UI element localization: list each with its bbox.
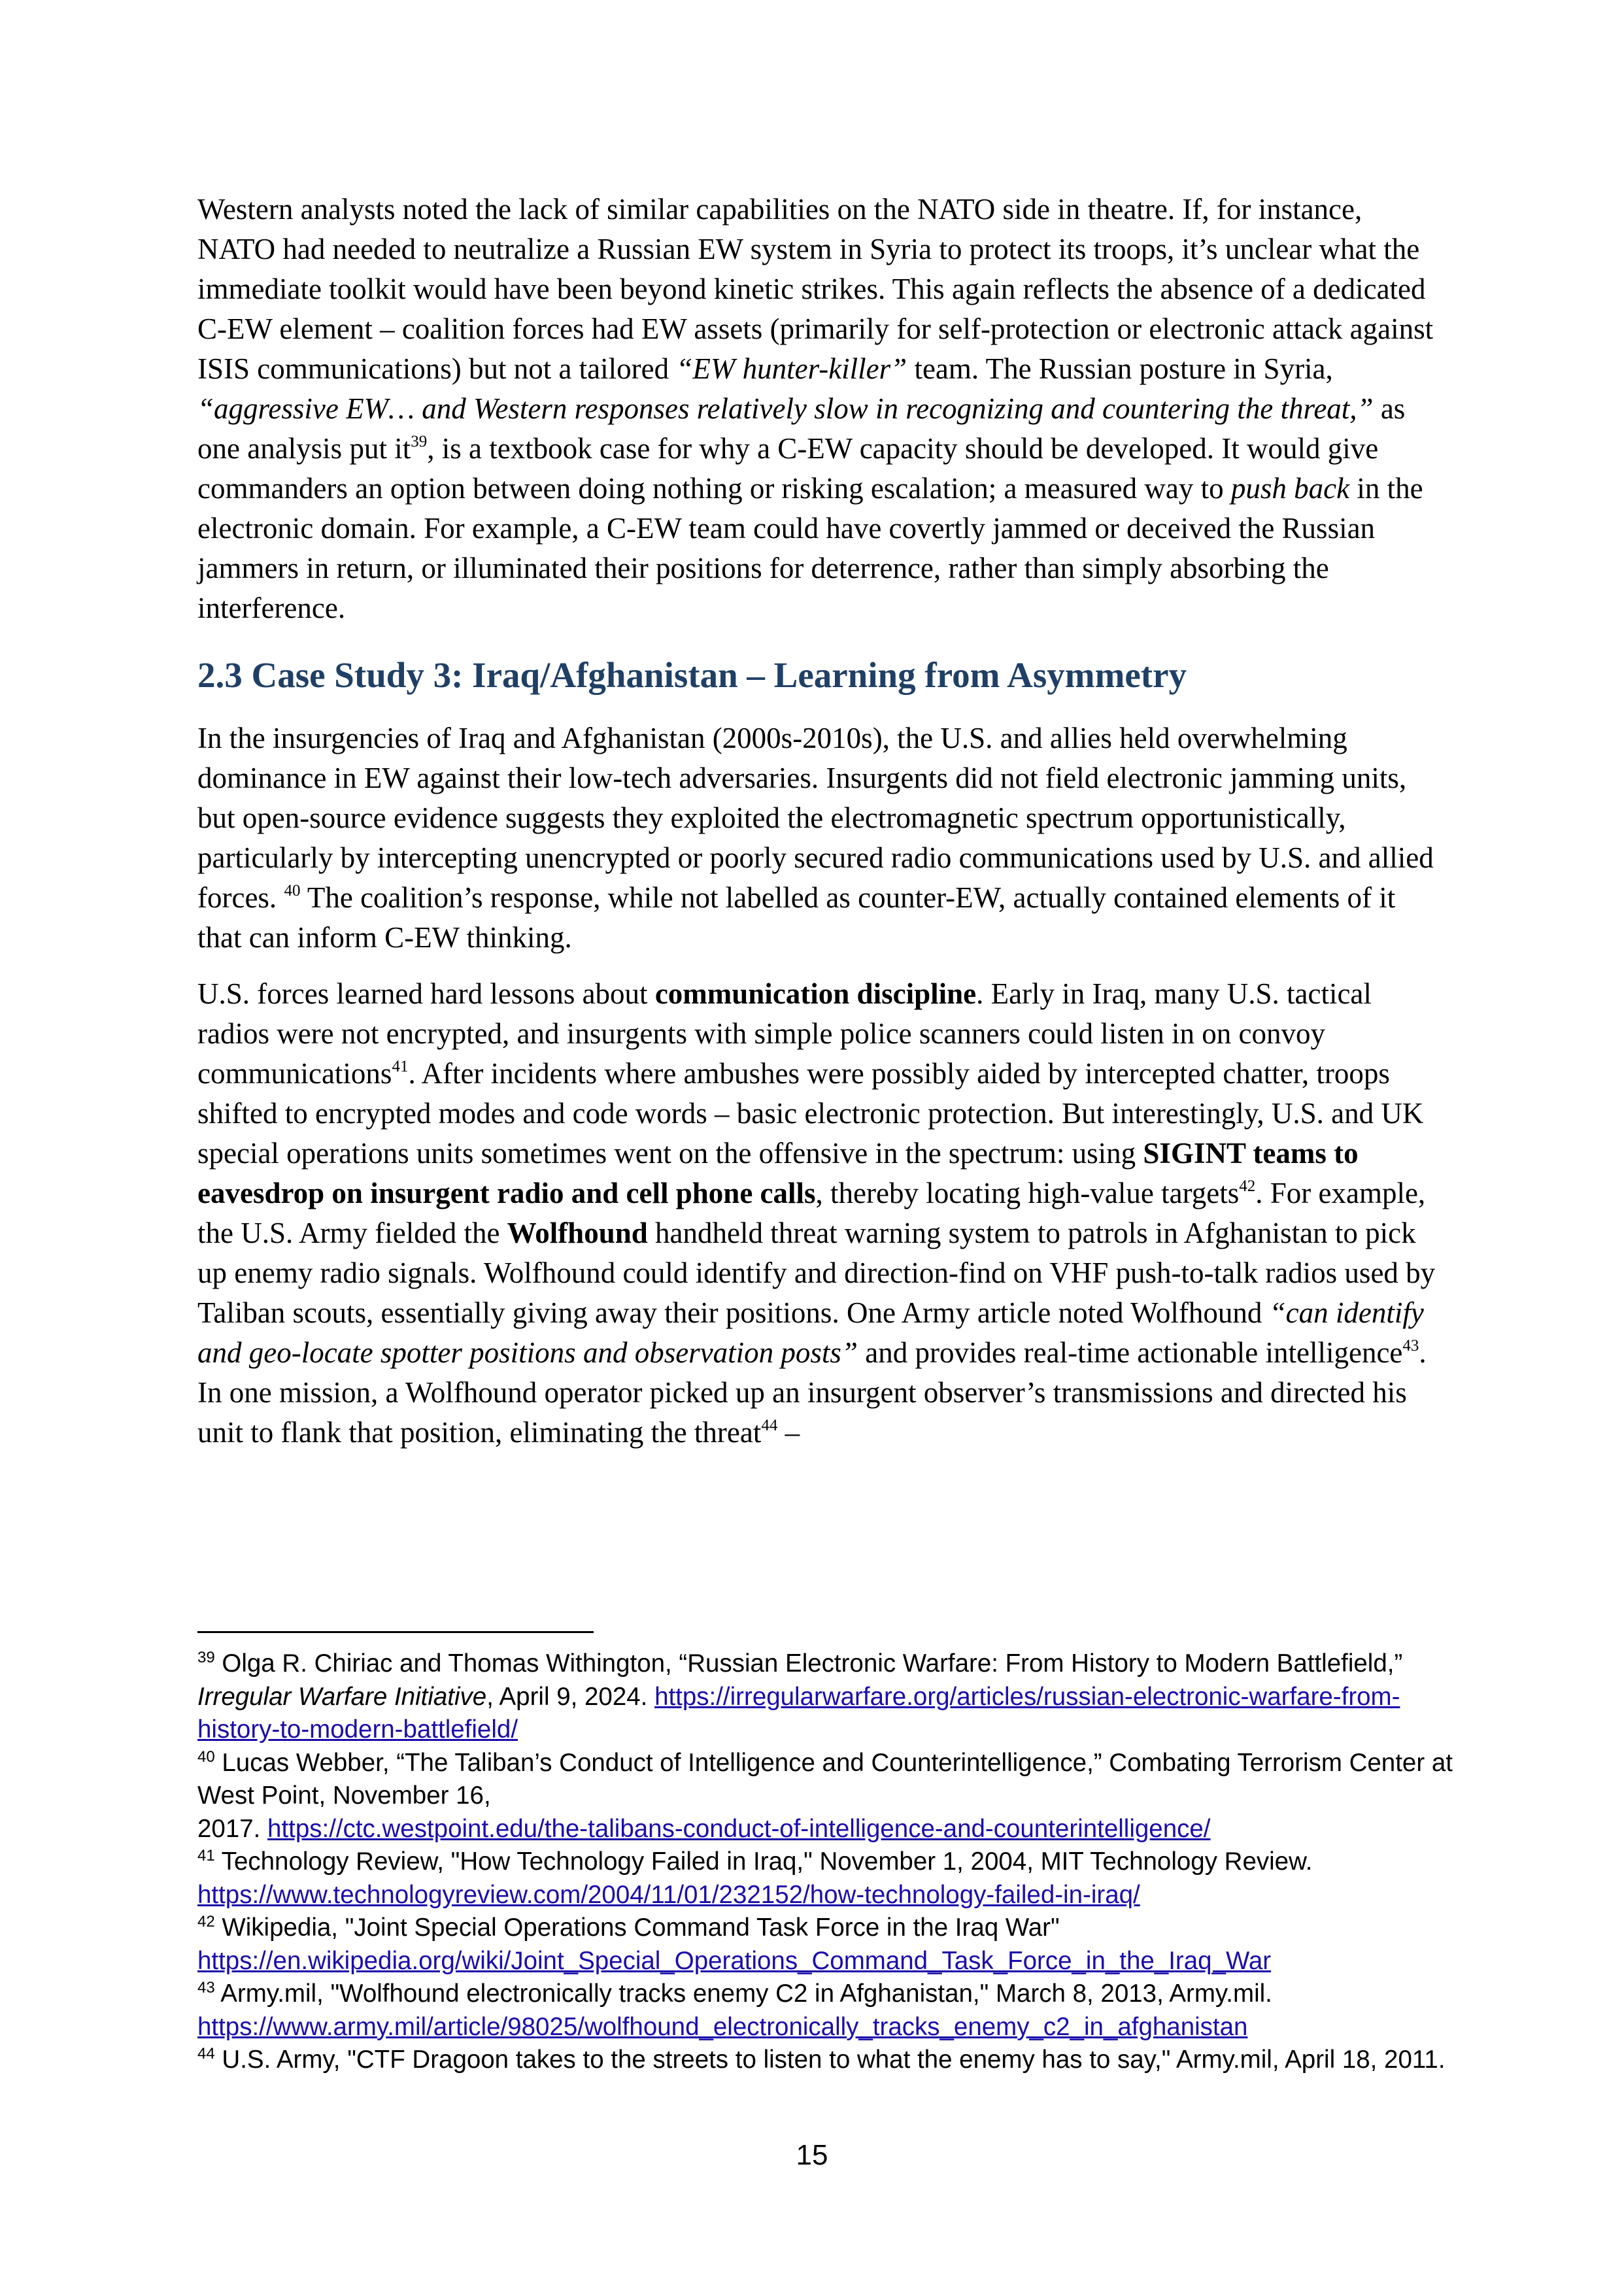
text-run: The coalition’s response, while not labelled as counter-EW, actually contained elements of it that can inform C-EW thinking. <box>197 881 1396 954</box>
italic-quote: “EW hunter-killer” <box>676 352 907 385</box>
text-run: . For example, the U.S. Army fielded the <box>197 1177 1426 1249</box>
bold-term: communication discipline <box>654 977 977 1010</box>
footnote-text: Army.mil, "Wolfhound electronically tracks enemy C2 in Afghanistan," March 8, 2013, Army.mil. <box>214 1980 1272 2008</box>
italic-emphasis: push back <box>1230 472 1350 505</box>
text-run: . Early in Iraq, many U.S. tactical radios were not encrypted, and insurgents with simple police scanners could listen in on convoy communications <box>197 977 1372 1090</box>
footnotes <box>197 1647 1472 2077</box>
text-run: In the insurgencies of Iraq and Afghanistan (2000s-2010s), the U.S. and allies held overwhelming dominance in EW against their low-tech adversaries. Insurgents did not field electronic jamming units, but open-source evidence suggests they exploited the electromagnetic spectrum opportunistically, particularly by intercepting unencrypted or poorly secured radio communications used by U.S. and allied forces. <box>197 722 1434 914</box>
footnote-39 <box>197 1647 1472 1747</box>
text-run: as one analysis put it <box>197 392 1406 465</box>
footnote-41 <box>197 1846 1472 1912</box>
bold-term: Wolfhound <box>507 1217 648 1249</box>
page-number: 15 <box>796 2139 828 2171</box>
footnote-link[interactable]: https://ctc.westpoint.edu/the-talibans-conduct-of-intelligence-and-counterintelligence/ <box>267 1814 1211 1843</box>
text-run: handheld threat warning system to patrols in Afghanistan to pick up enemy radio signals. Wolfhound could identify and direction-find on VHF push-to-talk radios used by Taliban scouts, essentially giving away their positions. One Army article noted Wolfhound <box>197 1217 1436 1329</box>
body-paragraph-continued <box>197 190 1440 628</box>
footnote-ref-43[interactable]: 43 <box>1402 1337 1419 1355</box>
footnote-separator <box>197 1631 594 1633</box>
footnote-text: Olga R. Chiriac and Thomas Withington, “Russian Electronic Warfare: From History to Modern Battlefield,” <box>214 1649 1403 1678</box>
text-run: team. The Russian posture in Syria, <box>907 352 1333 385</box>
text-run: and provides real-time actionable intelligence <box>857 1336 1403 1369</box>
body-paragraph-3 <box>197 974 1440 1453</box>
footnote-number: 39 <box>197 1649 215 1666</box>
footnote-44 <box>197 2044 1472 2077</box>
footnote-number: 40 <box>197 1747 215 1766</box>
text-run: , thereby locating high-value targets <box>815 1177 1240 1209</box>
text-run: U.S. forces learned hard lessons about <box>197 977 655 1010</box>
footnote-link[interactable]: https://www.army.mil/article/98025/wolfhound_electronically_tracks_enemy_c2_in_afghanistan <box>197 2012 1248 2041</box>
footnote-number: 42 <box>197 1913 215 1931</box>
footnote-italic: Irregular Warfare Initiative <box>197 1682 487 1711</box>
section-heading: 2.3 Case Study 3: Iraq/Afghanistan – Learning from Asymmetry <box>197 655 1187 695</box>
footnote-text: 2017. <box>197 1814 268 1843</box>
footnote-43 <box>197 1978 1472 2044</box>
text-run: . In one mission, a Wolfhound operator picked up an insurgent observer’s transmissions and directed his unit to flank that position, eliminating the threat <box>197 1336 1427 1449</box>
footnote-text: Technology Review, "How Technology Failed in Iraq," November 1, 2004, MIT Technology Review. <box>214 1847 1313 1876</box>
text-run: , is a textbook case for why a C-EW capacity should be developed. It would give commanders an option between doing nothing or risking escalation; a measured way to <box>197 432 1379 505</box>
text-run: in the electronic domain. For example, a C-EW team could have covertly jammed or deceived the Russian jammers in return, or illuminated their positions for deterrence, rather than simply absorbing the interference. <box>197 472 1423 624</box>
italic-quote: “aggressive EW… and Western responses relatively slow in recognizing and countering the threat,” <box>197 392 1374 425</box>
footnote-text: Wikipedia, "Joint Special Operations Command Task Force in the Iraq War" <box>214 1914 1060 1942</box>
footnote-ref-39[interactable]: 39 <box>411 433 428 450</box>
footnote-ref-41[interactable]: 41 <box>392 1058 409 1075</box>
footnote-text: , April 9, 2024. <box>486 1682 655 1711</box>
footnote-link[interactable]: https://irregularwarfare.org/articles/russian-electronic-warfare-from-history-to-modern-battlefield/ <box>197 1682 1400 1744</box>
text-run: . After incidents where ambushes were possibly aided by intercepted chatter, troops shifted to encrypted modes and code words – basic electronic protection. But interestingly, U.S. and UK special operations units sometimes went on the offensive in the spectrum: using <box>197 1057 1424 1170</box>
footnote-ref-42[interactable]: 42 <box>1239 1177 1256 1195</box>
footnote-40 <box>197 1747 1472 1846</box>
footnote-link[interactable]: https://www.technologyreview.com/2004/11/01/232152/how-technology-failed-in-iraq/ <box>197 1880 1140 1909</box>
footnote-link[interactable]: https://en.wikipedia.org/wiki/Joint_Special_Operations_Command_Task_Force_in_the_Iraq_War <box>197 1946 1272 1975</box>
text-run: Western analysts noted the lack of similar capabilities on the NATO side in theatre. If, for instance, NATO had needed to neutralize a Russian EW system in Syria to protect its troops, it’s unclear what the immediate toolkit would have been beyond kinetic strikes. This again reflects the absence of a dedicated C-EW element – coalition forces had EW assets (primarily for self-protection or electronic attack against ISIS communications) but not a tailored <box>197 193 1434 385</box>
italic-quote: “can identify and geo-locate spotter positions and observation posts” <box>197 1296 1424 1369</box>
footnote-number: 43 <box>197 1979 215 1997</box>
bold-term: SIGINT teams to eavesdrop on insurgent radio and cell phone calls <box>197 1137 1359 1209</box>
text-run: – <box>777 1416 800 1449</box>
footnote-text: U.S. Army, "CTF Dragoon takes to the streets to listen to what the enemy has to say," Army.mil, April 18, 2011. <box>214 2046 1446 2074</box>
footnote-ref-44[interactable]: 44 <box>761 1417 778 1434</box>
footnote-number: 41 <box>197 1847 215 1864</box>
footnote-ref-40[interactable]: 40 <box>284 882 301 900</box>
footnote-42 <box>197 1912 1472 1978</box>
footnote-text: Lucas Webber, “The Taliban’s Conduct of Intelligence and Counterintelligence,” Combating Terrorism Center at West Point, November 16, <box>197 1748 1453 1810</box>
page-body <box>197 190 1440 1453</box>
footnote-number: 44 <box>197 2045 215 2063</box>
body-paragraph-2 <box>197 718 1440 958</box>
